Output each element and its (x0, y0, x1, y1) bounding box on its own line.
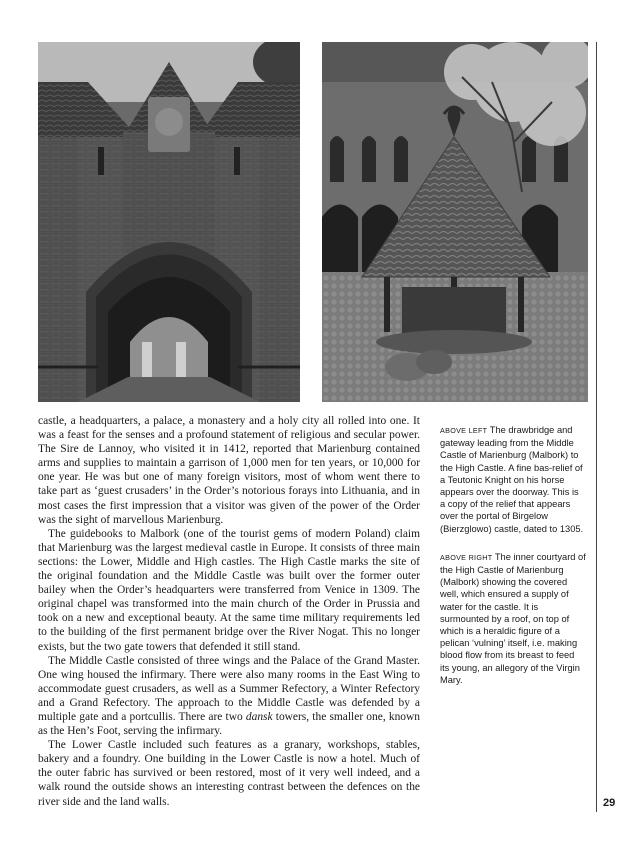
paragraph-1: castle, a headquarters, a palace, a monastery and a holy city all rolled into one. It was a feast for the senses and a profound statement of religious and secular power. The Sire de Lannoy, who visited it in 1412, reported that Marienburg contained arms and supplies to maintain a garrison of 1,000 men for ten years, or 10,000 for one year. He was but one of many foreign visitors, most of whom went there to take part as ‘guest crusaders’ in the Order’s notorious forays into Lithuania, and in most cases the first impression that a visitor was given of the power of the Order was the sight of marvellous Marienburg. (38, 415, 420, 526)
paragraph-2: The guidebooks to Malbork (one of the tourist gems of modern Poland) claim that Marienburg was the largest medieval castle in Europe. It consists of three main sections: the Lower, Middle and High castles. The High Castle marks the site of the original foundation and the Middle Castle was built over the former outer bailey when the Order’s headquarters were transferred from Venice in 1309. The original chapel was transformed into the main church of the Order in Prussia and took on a new and exceptional beauty. At the same time military requirements led to the building of the first permanent bridge over the River Nogat. This no longer exists, but the two gate towers that defended it still stand. (38, 527, 420, 653)
courtyard-photo (322, 42, 588, 402)
margin-rule (596, 42, 597, 812)
caption-column (440, 424, 586, 702)
caption-right-label: ABOVE RIGHT (440, 552, 493, 562)
dansk-term: dansk (245, 710, 273, 723)
paragraph-3 (38, 654, 420, 739)
paragraph-3-part-2: towers, the smaller one, known as the Hen’s Foot, serving the infirmary. (38, 710, 421, 738)
paragraph-4: The Lower Castle included such features as a granary, workshops, stables, bakery and a foundry. One building in the Lower Castle is now a hotel. Much of the outer fabric has survived or been restored, most of it very well indeed, and a walk round the outside shows an interesting contrast between the defences on the river side and the land walls. (38, 739, 420, 808)
caption-right-text: The inner courtyard of the High Castle of Marienburg (Malbork) showing the covered well, which ensured a supply of water for the castle. It is surmounted by a roof, on top of which is a heraldic figure of a pelican ‘vulning’ itself, i.e. making blood flow from its breast to feed its young, an allegory of the Virgin Mary. (440, 551, 586, 685)
gateway-photo (38, 42, 300, 402)
caption-left-label: ABOVE LEFT (440, 426, 488, 435)
article-body (38, 414, 420, 809)
caption-above-right (440, 551, 586, 686)
gateway-illustration (38, 42, 300, 402)
well-illustration (322, 42, 588, 402)
paragraph-3-part-1: The Middle Castle consisted of three wings and the Palace of the Grand Master. One wing housed the infirmary. There were also many rooms in the East Wing to accommodate guest crusaders, as well as a Summer Refectory, a Winter Refectory and a Grand Refectory. The approach to the Middle Castle was defended by a multiple gate and a portcullis. There are two (38, 654, 420, 723)
caption-left-text: The drawbridge and gateway leading from the Middle Castle of Marienburg (Malbork) to the High Castle. A fine bas-relief of a Teutonic Knight on his horse appears over the doorway. This is a copy of the relief that appears over the portal of Birgelow (Bierzglowo) castle, dated to 1305. (440, 425, 584, 534)
page-number: 29 (603, 797, 616, 809)
caption-above-left (440, 424, 586, 535)
